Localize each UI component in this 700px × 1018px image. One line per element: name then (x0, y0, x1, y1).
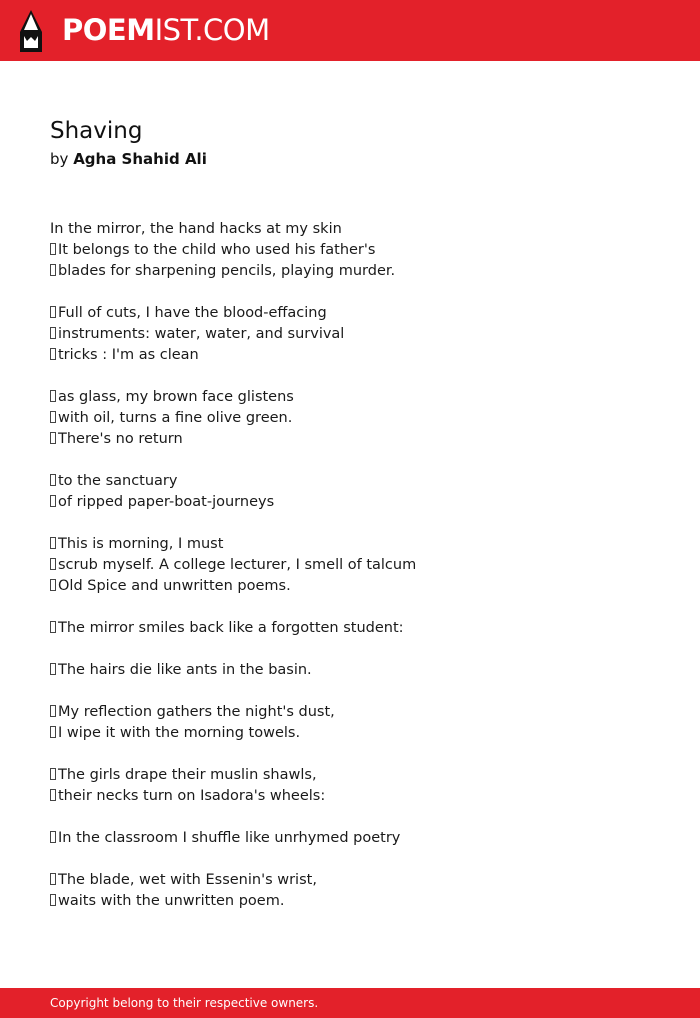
poem-line: tricks : I'm as clean (50, 345, 670, 366)
poem-line: blades for sharpening pencils, playing murder. (50, 261, 670, 282)
stanza (50, 471, 670, 513)
brand-light: IST.COM (154, 13, 270, 47)
poem-line: The girls drape their muslin shawls, (50, 765, 670, 786)
poem-line: In the mirror, the hand hacks at my skin (50, 221, 342, 237)
poem-line: Full of cuts, I have the blood-effacing (50, 303, 670, 324)
missing-glyph-icon (50, 705, 56, 717)
missing-glyph-icon (50, 831, 56, 843)
missing-glyph-icon (50, 390, 56, 402)
missing-glyph-icon (50, 537, 56, 549)
poem-line: There's no return (50, 429, 670, 450)
poem-body (50, 219, 670, 933)
missing-glyph-icon (50, 558, 56, 570)
site-header (0, 0, 700, 61)
missing-glyph-icon (50, 264, 56, 276)
poem-line: to the sanctuary (50, 471, 670, 492)
missing-glyph-icon (50, 411, 56, 423)
stanza (50, 870, 670, 912)
brand-logo-text[interactable] (62, 13, 270, 47)
poem-line: It belongs to the child who used his father's (50, 240, 670, 261)
poem-line: their necks turn on Isadora's wheels: (50, 786, 670, 807)
missing-glyph-icon (50, 306, 56, 318)
missing-glyph-icon (50, 327, 56, 339)
missing-glyph-icon (50, 789, 56, 801)
poem-line: instruments: water, water, and survival (50, 324, 670, 345)
stanza (50, 387, 670, 450)
poem-line: The hairs die like ants in the basin. (50, 660, 670, 681)
poem-line: waits with the unwritten poem. (50, 891, 670, 912)
author-name: Agha Shahid Ali (73, 150, 207, 168)
poem-line: scrub myself. A college lecturer, I smell of talcum (50, 555, 670, 576)
missing-glyph-icon (50, 621, 56, 633)
missing-glyph-icon (50, 873, 56, 885)
poem-line: as glass, my brown face glistens (50, 387, 670, 408)
missing-glyph-icon (50, 474, 56, 486)
by-label: by (50, 150, 69, 168)
poem-line: I wipe it with the morning towels. (50, 723, 670, 744)
copyright-notice: Copyright belong to their respective owners. (50, 996, 319, 1010)
missing-glyph-icon (50, 894, 56, 906)
missing-glyph-icon (50, 663, 56, 675)
poem-line: of ripped paper-boat-journeys (50, 492, 670, 513)
missing-glyph-icon (50, 432, 56, 444)
stanza (50, 534, 670, 597)
stanza (50, 828, 670, 849)
poem-line: My reflection gathers the night's dust, (50, 702, 670, 723)
missing-glyph-icon (50, 348, 56, 360)
stanza (50, 303, 670, 366)
missing-glyph-icon (50, 495, 56, 507)
poem-line: Old Spice and unwritten poems. (50, 576, 670, 597)
byline (50, 149, 207, 169)
stanza (50, 702, 670, 744)
stanza (50, 660, 670, 681)
stanza (50, 618, 670, 639)
site-footer (0, 988, 700, 1018)
missing-glyph-icon (50, 579, 56, 591)
missing-glyph-icon (50, 243, 56, 255)
stanza (50, 765, 670, 807)
poem-line: In the classroom I shuffle like unrhymed poetry (50, 828, 670, 849)
poem-line: This is morning, I must (50, 534, 670, 555)
stanza (50, 219, 670, 282)
brand-bold: POEM (62, 13, 155, 47)
pencil-logo-icon[interactable] (18, 10, 44, 52)
poem-line: with oil, turns a fine olive green. (50, 408, 670, 429)
missing-glyph-icon (50, 726, 56, 738)
poem-line: The blade, wet with Essenin's wrist, (50, 870, 670, 891)
missing-glyph-icon (50, 768, 56, 780)
poem-title: Shaving (50, 118, 143, 144)
poem-line: The mirror smiles back like a forgotten student: (50, 618, 670, 639)
